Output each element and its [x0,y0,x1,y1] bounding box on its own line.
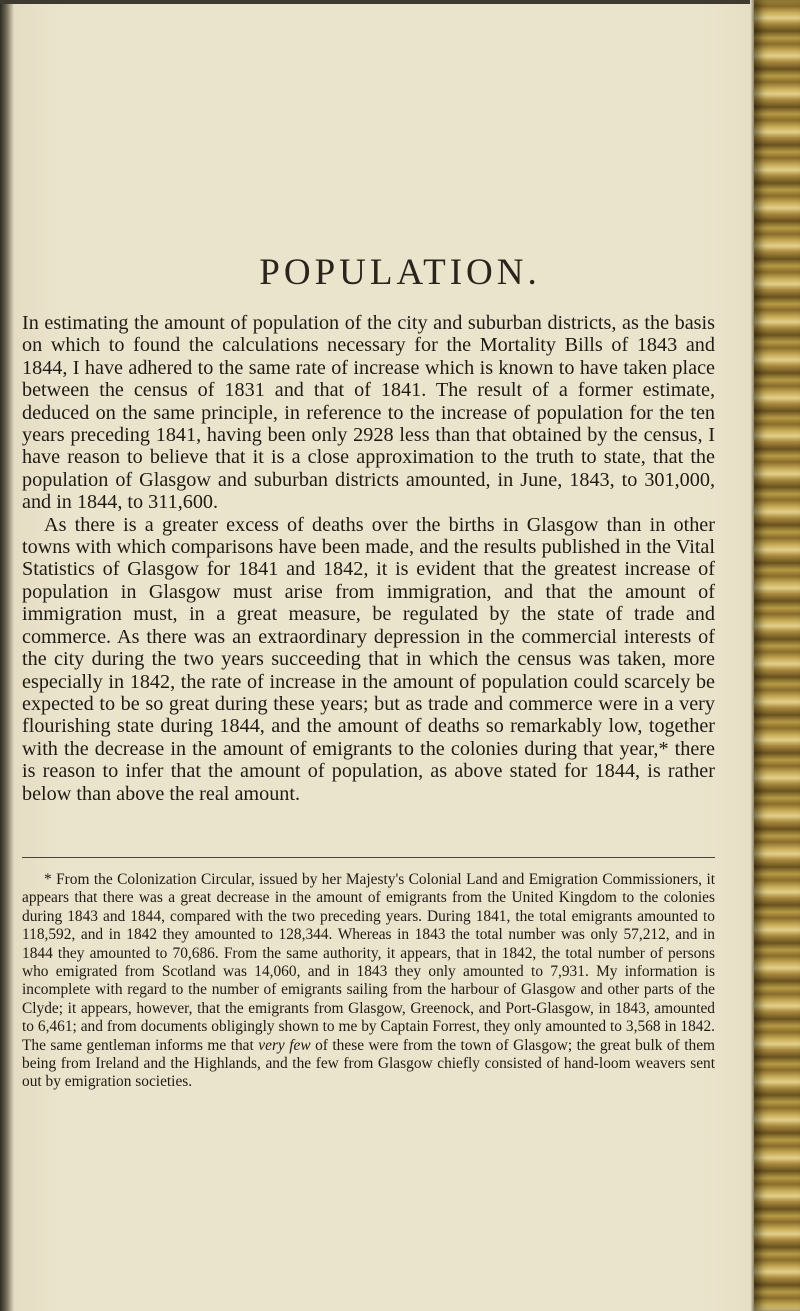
footnote [22,871,715,1092]
footnote-emphasis: very few [258,1036,311,1054]
body-text [22,312,715,805]
page-title: POPULATION. [259,251,541,293]
book-spine [754,0,800,1311]
footnote-divider [22,857,715,858]
page-top-edge [0,0,800,4]
paragraph-1: In estimating the amount of population of the city and suburban districts, as the basis on which to found the calculations necessary for the Mortality Bills of 1843 and 1844, I have adhered to the same rate of increase which is known to have taken place between the census of 1831 and that of 1841. The result of a former estimate, deduced on the same principle, in reference to the increase of population for the ten years preceding 1841, having been only 2928 less than that obtained by the census, I have reason to believe that it is a close approximation to the truth to state, that the population of Glasgow and suburban districts amounted, in June, 1843, to 301,000, and in 1844, to 311,600. [22,312,715,514]
footnote-text-part-2: of these were from the town of Glasgow; the great bulk of them being from Ireland and the Highlands, and the few from Glasgow chiefly consisted of hand-loom weavers sent out by emigration societies. [22,1036,715,1091]
footnote-text [22,871,715,1092]
paragraph-2: As there is a greater excess of deaths over the births in Glasgow than in other towns with which comparisons have been made, and the results published in the Vital Statistics of Glasgow for 1841 and 1842, it is evident that the greatest increase of population in Glasgow must arise from immigration, and that the amount of immigration must, in a great measure, be regulated by the state of trade and commerce. As there was an extraordinary depression in the commercial interests of the city during the two years succeeding that in which the census was taken, more especially in 1842, the rate of increase in the amount of population could scarcely be expected to be so great during these years; but as trade and commerce were in a very flourishing state during 1844, and the amount of deaths so remarkably low, together with the decrease in the amount of emigrants to the colonies during that year,* there is reason to infer that the amount of population, as above stated for 1844, is rather below than above the real amount. [22,513,715,805]
footnote-text-part-1: * From the Colonization Circular, issued by her Majesty's Colonial Land and Emigration Commissioners, it appears that there was a great decrease in the amount of emigrants from the United Kingdom to the colonies during 1843 and 1844, compared with the two preceding years. During 1841, the total emigrants amounted to 118,592, and in 1842 they amounted to 128,344. Whereas in 1843 the total number was only 57,212, and in 1844 they amounted to 70,686. From the same authority, it appears, that in 1842, the total number of persons who emigrated from Scotland was 14,060, and in 1843 they only amounted to 7,931. My information is incomplete with regard to the number of emigrants sailing from the harbour of Glasgow and other parts of the Clyde; it appears, however, that the emigrants from Glasgow, Greenock, and Port-Glasgow, in 1843, amounted to 6,461; and from documents obligingly shown to me by Captain Forrest, they only amounted to 3,568 in 1842. The same gentleman informs me that [22,871,715,1054]
